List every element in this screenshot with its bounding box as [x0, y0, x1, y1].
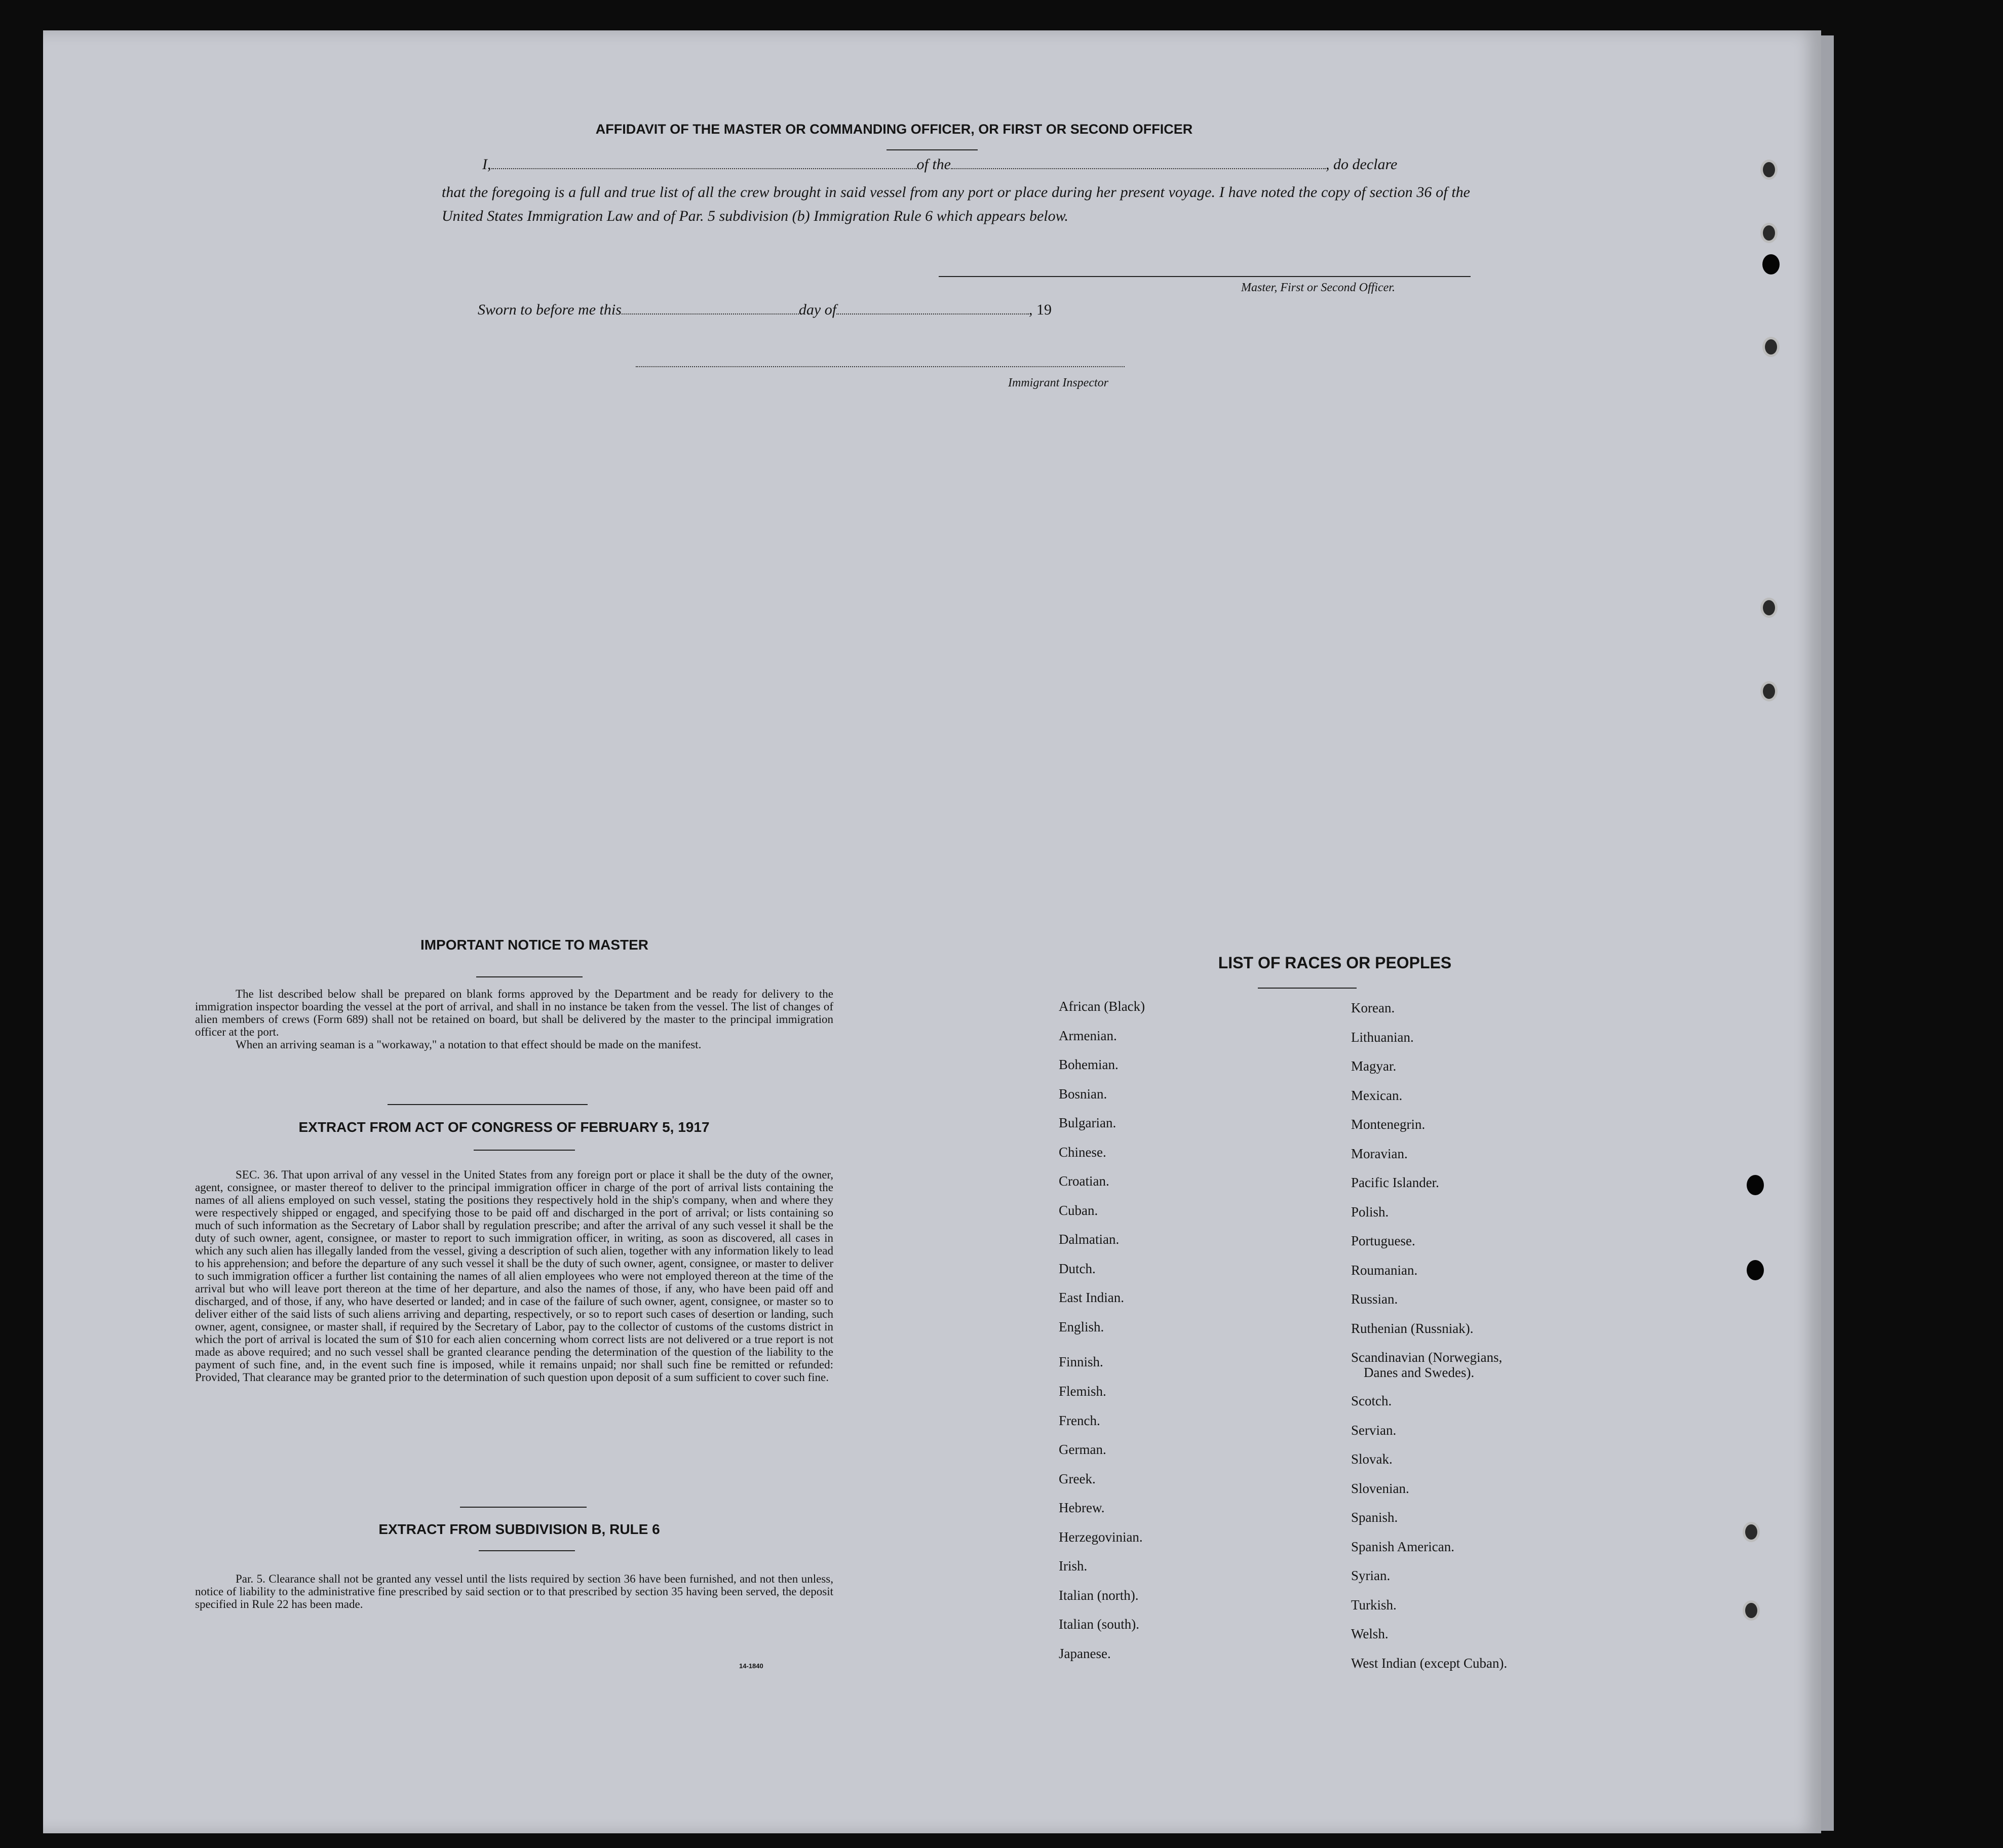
day-of-label: day of: [798, 301, 837, 318]
list-item: Ruthenian (Russniak).: [1351, 1320, 1474, 1336]
of-the-label: of the: [916, 156, 951, 173]
binder-hole-icon: [1760, 598, 1778, 618]
list-item: Spanish American.: [1351, 1539, 1454, 1554]
title-divider: [887, 149, 978, 150]
list-item: Bulgarian.: [1059, 1115, 1116, 1130]
list-item: Chinese.: [1059, 1144, 1106, 1160]
races-title: LIST OF RACES OR PEOPLES: [1218, 954, 1452, 972]
list-item: Cuban.: [1059, 1202, 1098, 1218]
notice-paragraph-1: The list described below shall be prepared on blank forms approved by the Department and be ready for delivery to the immigration inspector boarding the vessel at the port of arrival, and shall in no instance be taken from the vessel. The list of changes of alien members of crews (Form 689) shall not be retained on board, but shall be delivered by the master to the principal immigration officer at the port.: [195, 988, 833, 1038]
declare-label: , do declare: [1326, 156, 1398, 173]
list-item: Dalmatian.: [1059, 1232, 1120, 1247]
affidavit-title: AFFIDAVIT OF THE MASTER OR COMMANDING OFFICER, OR FIRST OR SECOND OFFICER: [595, 122, 1193, 137]
inspector-signature-line[interactable]: [636, 366, 1125, 368]
list-item: Finnish.: [1059, 1354, 1103, 1369]
list-item: Italian (south).: [1059, 1617, 1139, 1632]
notice-divider: [476, 976, 583, 977]
sworn-label: Sworn to before me this: [478, 301, 622, 318]
list-item: Scandinavian (Norwegians,: [1351, 1350, 1503, 1365]
i-label: I,: [482, 156, 491, 173]
act-top-divider: [388, 1104, 588, 1105]
rule-top-divider: [460, 1507, 587, 1508]
list-item: Irish.: [1059, 1558, 1088, 1574]
list-item: Moravian.: [1351, 1146, 1408, 1161]
races-right-column: [1351, 1000, 1507, 1684]
list-item: Portuguese.: [1351, 1233, 1415, 1248]
list-item: Roumanian.: [1351, 1262, 1418, 1278]
list-item: West Indian (except Cuban).: [1351, 1655, 1508, 1671]
list-item: Slovenian.: [1351, 1480, 1409, 1496]
list-item: Japanese.: [1059, 1645, 1111, 1661]
races-left-column: [1059, 999, 1145, 1675]
list-item: French.: [1059, 1412, 1100, 1428]
declarant-line: [482, 156, 1470, 173]
form-page: [43, 30, 1821, 1833]
list-item: Armenian.: [1059, 1028, 1117, 1043]
list-item: East Indian.: [1059, 1290, 1124, 1305]
list-item: Russian.: [1351, 1291, 1398, 1307]
list-item: English.: [1059, 1319, 1104, 1334]
list-item: Italian (north).: [1059, 1587, 1139, 1603]
list-item: Hebrew.: [1059, 1500, 1105, 1515]
sworn-month-field[interactable]: [836, 310, 1029, 314]
list-item: Flemish.: [1059, 1384, 1106, 1399]
list-item: Scotch.: [1351, 1393, 1392, 1408]
form-number: 14-1840: [739, 1662, 763, 1670]
rule-paragraph-5-text: Par. 5. Clearance shall not be granted any vessel until the lists required by section 36 have been furnished, and not then unless, notice of liability to the administrative fine prescribed by said section or to that prescribed by section 35 having been served, the deposit specified in Rule 22 has been made.: [195, 1572, 833, 1610]
vessel-name-field[interactable]: [951, 165, 1326, 169]
sworn-day-field[interactable]: [622, 310, 799, 314]
list-item: Dutch.: [1059, 1261, 1096, 1276]
rule-extract-title: EXTRACT FROM SUBDIVISION B, RULE 6: [378, 1521, 660, 1537]
year-label: , 19: [1029, 301, 1052, 318]
list-item: Korean.: [1351, 1000, 1395, 1015]
page-edge: [1821, 35, 1834, 1831]
list-item: Montenegrin.: [1351, 1117, 1426, 1132]
binder-hole-icon: [1760, 681, 1778, 701]
binder-hole-icon: [1743, 1600, 1760, 1621]
act-divider: [474, 1150, 575, 1151]
list-item: Slovak.: [1351, 1451, 1393, 1467]
act-section-36-text: SEC. 36. That upon arrival of any vessel in the United States from any foreign port or place it shall be the duty of the owner, agent, consignee, or master thereof to deliver to the principal immigration officer in charge of the port of arrival lists containing the names of all aliens employed on such vessel, stating the positions they respectively hold in the ship's company, when and where they were respectively shipped or engaged, and specifying those to be paid off and discharged in the port of arrival; or lists containing so much of such information as the Secretary of Labor shall by regulation prescribe; and after the arrival of any such vessel it shall be the duty of such owner, agent, consignee, or master to report to such immigration officer, in writing, as soon as discovered, all cases in which any such alien has illegally landed from the vessel, giving a description of such alien, together with any information likely to lead to his apprehension; and before the departure of any such vessel it shall be the duty of such owner, agent, consignee, or master to deliver to such immigration officer a further list containing the names of all alien employees who were not employed thereon at the time of the arrival but who will leave port thereon at the time of her departure, and also the names of those, if any, who have been paid off and discharged, and of those, if any, who have deserted or landed; and in case of the failure of such owner, agent, consignee, or master so to deliver either of the said lists of such aliens arriving and departing, respectively, or so to report such cases of desertion or landing, such owner, agent, consignee, or master shall, if required by the Secretary of Labor, pay to the collector of customs of the customs district in which the port of arrival is located the sum of $10 for each alien concerning whom correct lists are not delivered or a true report is not made as above required; and no such vessel shall be granted clearance pending the determination of the question of the liability to the payment of such fine, and, in the event such fine is imposed, while it remains unpaid; nor shall such fine be remitted or refunded: Provided, That clearance may be granted prior to the determination of such question upon deposit of a sum sufficient to cover such fine.: [195, 1168, 833, 1384]
list-item: Magyar.: [1351, 1058, 1397, 1074]
notice-body: [195, 988, 833, 1051]
rule-divider: [479, 1550, 575, 1551]
list-item: Herzegovinian.: [1059, 1529, 1143, 1545]
list-item: African (Black): [1059, 999, 1145, 1014]
inspector-caption: Immigrant Inspector: [1008, 376, 1108, 389]
list-item: German.: [1059, 1442, 1106, 1457]
list-item: Spanish.: [1351, 1510, 1398, 1525]
notice-title: IMPORTANT NOTICE TO MASTER: [420, 937, 649, 953]
list-item: Danes and Swedes).: [1364, 1365, 1475, 1380]
list-item: Turkish.: [1351, 1597, 1397, 1613]
binder-hole-icon: [1747, 1175, 1764, 1195]
master-signature-line[interactable]: [939, 276, 1471, 277]
declarant-name-field[interactable]: [491, 165, 917, 169]
list-item: Bohemian.: [1059, 1057, 1119, 1072]
list-item: Syrian.: [1351, 1568, 1391, 1583]
binder-hole-icon: [1747, 1260, 1764, 1280]
list-item: Lithuanian.: [1351, 1029, 1414, 1045]
list-item: Polish.: [1351, 1204, 1389, 1220]
list-item: Mexican.: [1351, 1087, 1403, 1103]
notice-paragraph-2: When an arriving seaman is a "workaway," a notation to that effect should be made on the manifest.: [236, 1038, 702, 1051]
affidavit-body: that the foregoing is a full and true list of all the crew brought in said vessel from any port or place during her present voyage. I have noted the copy of section 36 of the United States Immigration Law and of Par. 5 subdivision (b) Immigration Rule 6 which appears below.: [442, 184, 1470, 224]
list-item: Servian.: [1351, 1422, 1397, 1438]
list-item: Pacific Islander.: [1351, 1175, 1439, 1190]
races-divider: [1258, 988, 1357, 989]
sworn-line: [478, 301, 1052, 319]
list-item: Bosnian.: [1059, 1086, 1107, 1102]
binder-hole-icon: [1762, 254, 1780, 274]
list-item: Greek.: [1059, 1471, 1096, 1486]
binder-hole-icon: [1760, 160, 1778, 180]
binder-hole-icon: [1762, 337, 1780, 357]
act-extract-title: EXTRACT FROM ACT OF CONGRESS OF FEBRUARY 5, 1917: [298, 1119, 710, 1135]
master-caption: Master, First or Second Officer.: [1241, 281, 1395, 294]
binder-hole-icon: [1743, 1522, 1760, 1542]
binder-hole-icon: [1760, 223, 1778, 243]
list-item: Croatian.: [1059, 1173, 1109, 1189]
list-item: Welsh.: [1351, 1626, 1389, 1641]
